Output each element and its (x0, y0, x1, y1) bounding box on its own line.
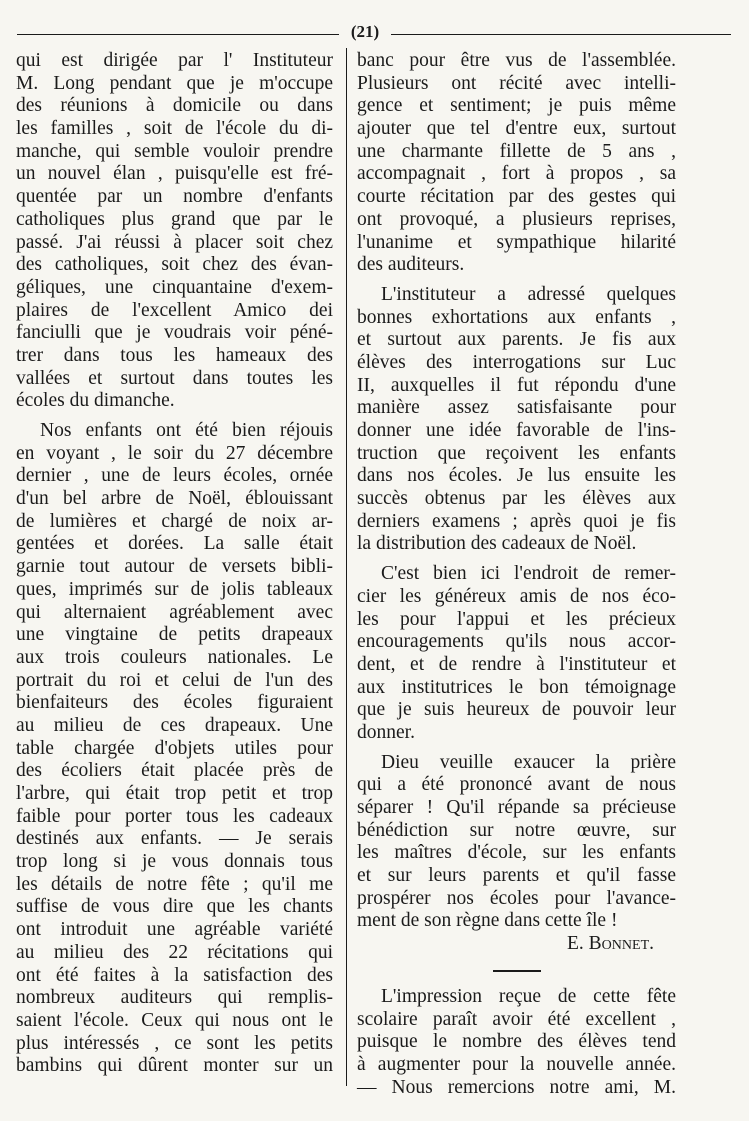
text-line: qui alternaient agréablement avec (16, 601, 333, 623)
text-line: bienfaiteurs des écoles figuraient (16, 692, 333, 714)
text-line: les maîtres d'école, sur les enfants (357, 842, 676, 864)
text-line: et surtout aux parents. Je fis aux (357, 329, 676, 351)
header-rule-left (17, 34, 339, 35)
paragraph-gap (16, 413, 333, 420)
text-line: donner. (357, 721, 415, 743)
text-line: des auditeurs. (357, 254, 465, 276)
text-line: encouragements qu'ils nous accor- (357, 631, 676, 653)
text-line: bénédiction sur notre œuvre, sur (357, 819, 676, 841)
text-line: l'unanime et sympathique hilarité (357, 231, 676, 253)
text-line: des réunions à domicile ou dans (16, 95, 333, 117)
paragraph-gap (357, 277, 676, 284)
right-column (357, 50, 676, 1099)
paragraph-gap (357, 745, 676, 752)
text-line: qui est dirigée par l' Instituteur (16, 50, 333, 71)
text-line: des catholiques, soit chez des évan- (16, 254, 333, 276)
text-line: les détails de notre fête ; qu'il me (16, 873, 333, 895)
text-line: suffise de vous dire que les chants (16, 896, 333, 918)
text-line: ajouter que tel d'entre eux, surtout (357, 118, 676, 140)
text-line: dent, et de rendre à l'instituteur et (357, 653, 676, 675)
left-column (16, 50, 333, 1078)
text-line: les familles , soit de l'école du di- (16, 118, 333, 140)
header-rule-right (391, 34, 731, 35)
text-line: L'instituteur a adressé quelques (381, 283, 676, 305)
text-line: et sur leurs parents et qu'il fasse (357, 865, 676, 887)
text-line: puisque le nombre des élèves tend (357, 1031, 676, 1053)
text-line: plaires de l'excellent Amico dei (16, 299, 333, 321)
text-line: ment de son règne dans cette île ! (357, 910, 618, 932)
text-line: dans nos écoles. Je lus ensuite les (357, 465, 676, 487)
text-line: aux institutrices le bon témoignage (357, 676, 676, 698)
text-line: Plusieurs ont récité avec intelli- (357, 72, 676, 94)
text-line: faible pour porter tous les cadeaux (16, 805, 333, 827)
text-line: M. Long pendant que je m'occupe (16, 72, 333, 94)
text-line: banc pour être vus de l'assemblée. (357, 50, 676, 71)
text-line: courte récitation par des gestes qui (357, 186, 676, 208)
text-line: de lumières et chargé de noix ar- (16, 510, 333, 532)
text-line: table chargée d'objets utiles pour (16, 737, 333, 759)
text-line: ont introduit une agréable variété (16, 919, 333, 941)
paragraph-gap (357, 556, 676, 563)
text-line: manière assez satisfaisante pour (357, 397, 676, 419)
text-line: cier les généreux amis de nos éco- (357, 585, 676, 607)
text-line: ont provoqué, a plusieurs reprises, (357, 208, 676, 230)
text-line: à augmenter pour la nouvelle année. (357, 1053, 676, 1075)
text-line: Nos enfants ont été bien réjouis (40, 420, 333, 441)
text-line: ont été faites à la satisfaction des (16, 964, 333, 986)
page-number: (21) (350, 22, 380, 41)
text-line: d'un bel arbre de Noël, éblouissant (16, 488, 333, 510)
text-line: une vingtaine de petits drapeaux (16, 624, 333, 646)
text-line: séparer ! Qu'il répande sa précieuse (357, 797, 676, 818)
text-line: au milieu de ces drapeaux. Une (16, 714, 333, 736)
text-line: trer dans tous les hameaux des (16, 344, 333, 366)
text-line: gence et sentiment; je puis même (357, 95, 676, 117)
text-line: II, auxquelles il fut répondu d'une (357, 374, 676, 396)
text-line: fanciulli que je voudrais voir péné- (16, 322, 333, 344)
text-line: portrait du roi et celui de l'un des (16, 669, 333, 691)
text-line: vallées et surtout dans toutes les (16, 367, 333, 389)
text-line: aux trois couleurs nationales. Le (16, 646, 333, 668)
page-header (17, 22, 731, 42)
text-line: dernier , une de leurs écoles, ornée (16, 465, 333, 487)
text-line: succès obtenus par les élèves aux (357, 488, 676, 510)
text-line: la distribution des cadeaux de Noël. (357, 533, 637, 555)
text-line: prospérer nos écoles pour l'avance- (357, 887, 676, 909)
text-line: quentée par un nombre d'enfants (16, 186, 333, 208)
text-line: — Nous remercions notre ami, M. (357, 1076, 676, 1098)
text-line: en voyant , le soir du 27 décembre (16, 442, 333, 464)
text-line: garnie tout autour de versets bibli- (16, 556, 333, 578)
text-line: Dieu veuille exaucer la prière (381, 751, 676, 773)
text-line: trop long si je vous donnais tous (16, 851, 333, 873)
text-line: donner une idée favorable de l'ins- (357, 420, 676, 441)
text-line: saient l'école. Ceux qui nous ont le (16, 1009, 333, 1031)
text-line: L'impression reçue de cette fête (381, 985, 676, 1007)
text-line: truction que reçoivent les enfants (357, 442, 676, 464)
text-line: derniers examens ; après quoi je fis (357, 510, 676, 532)
text-line: bambins qui dûrent monter sur un (16, 1055, 333, 1077)
text-line: écoles du dimanche. (16, 390, 175, 412)
text-line: que je suis heureux de pouvoir leur (357, 699, 676, 721)
text-line: bonnes exhortations aux enfants , (357, 306, 676, 328)
text-line: plus intéressés , ce sont les petits (16, 1032, 333, 1054)
text-line: les pour l'appui et les précieux (357, 608, 676, 630)
text-line: destinés aux enfants. — Je serais (16, 828, 333, 850)
text-line: élèves des interrogations sur Luc (357, 351, 676, 373)
text-line: manche, qui semble vouloir prendre (16, 140, 333, 162)
column-divider (346, 48, 347, 1086)
text-line: au milieu des 22 récitations qui (16, 941, 333, 963)
text-line: C'est bien ici l'endroit de remer- (381, 563, 676, 585)
text-line: un nouvel élan , puisqu'elle est fré- (16, 163, 333, 185)
text-line: accompagnait , fort à propos , sa (357, 163, 676, 185)
text-line: géliques, une cinquantaine d'exem- (16, 276, 333, 298)
text-line: ques, imprimés sur de jolis tableaux (16, 578, 333, 600)
text-line: nombreux auditeurs qui remplis- (16, 987, 333, 1009)
text-line: l'arbre, qui était trop petit et trop (16, 783, 333, 804)
text-line: passé. J'ai réussi à placer soit chez (16, 231, 333, 253)
separator-rule (493, 970, 541, 972)
section-separator (357, 956, 676, 986)
text-line: scolaire paraît avoir été excellent , (357, 1008, 676, 1030)
text-line: catholiques plus grand que par le (16, 208, 333, 230)
text-line: une charmante fillette de 5 ans , (357, 140, 676, 162)
text-line: gentées et dorées. La salle était (16, 533, 333, 555)
text-line: des écoliers était placée près de (16, 760, 333, 782)
text-line: qui a été prononcé avant de nous (357, 774, 676, 796)
signature: E. Bonnet. (567, 933, 654, 955)
